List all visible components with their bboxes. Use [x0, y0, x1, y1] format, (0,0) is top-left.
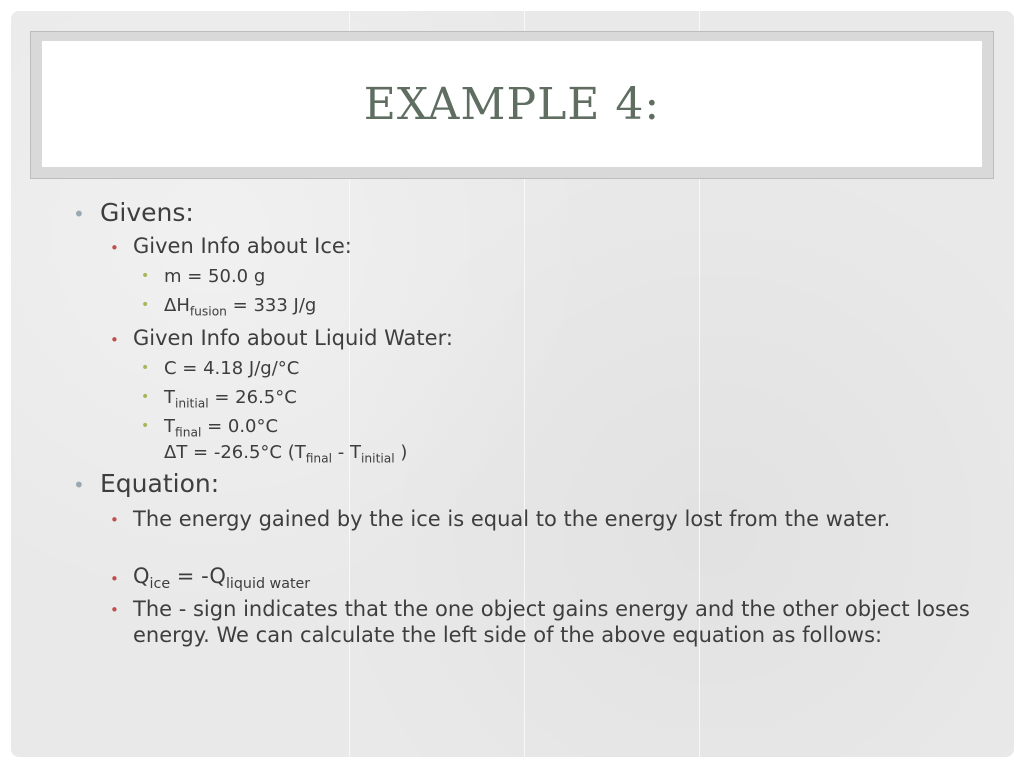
bullet-icon: •	[141, 389, 150, 405]
ice-enthalpy: $\Delta H_{fusion} = 333$ J/g	[164, 295, 317, 319]
equation-heading: Equation:	[100, 469, 220, 498]
slide	[11, 11, 1014, 757]
slide-title: EXAMPLE 4:	[363, 78, 661, 130]
water-delta-t: ΔT = -26.5°C ($T_{final} - T_{initial}$ )	[164, 442, 408, 466]
bullet-icon: •	[73, 473, 85, 497]
slide-content	[11, 11, 1014, 757]
bullet-icon: •	[110, 601, 119, 619]
ice-heading: Given Info about Ice:	[133, 234, 352, 258]
ice-mass: m = 50.0 g	[164, 266, 266, 287]
bullet-icon: •	[141, 360, 150, 376]
equation-statement: The energy gained by the ice is equal to the energy lost from the water.	[133, 507, 891, 531]
bullet-icon: •	[110, 570, 119, 588]
givens-heading: Givens:	[100, 198, 194, 227]
sign-explanation: The - sign indicates that the one object gains energy and the other object loses energy. We can calculate the left side of the above equation as follows:	[133, 597, 970, 647]
bullet-icon: •	[73, 202, 85, 226]
bullet-icon: •	[141, 297, 150, 313]
water-t-initial: $T_{initial} = 26.5^\circ C$	[164, 387, 297, 411]
bullet-icon: •	[110, 239, 119, 257]
equation-formula: $Q_{ice} = -Q_{liquid water}$	[133, 564, 311, 592]
bullet-icon: •	[141, 418, 150, 434]
water-specific-heat: C = 4.18 J/g/°C	[164, 358, 300, 379]
bullet-icon: •	[110, 331, 119, 349]
water-heading: Given Info about Liquid Water:	[133, 326, 453, 350]
water-t-final: $T_{final} = 0.0^\circ C$	[164, 416, 279, 440]
bullet-icon: •	[110, 511, 119, 529]
bullet-icon: •	[141, 268, 150, 284]
